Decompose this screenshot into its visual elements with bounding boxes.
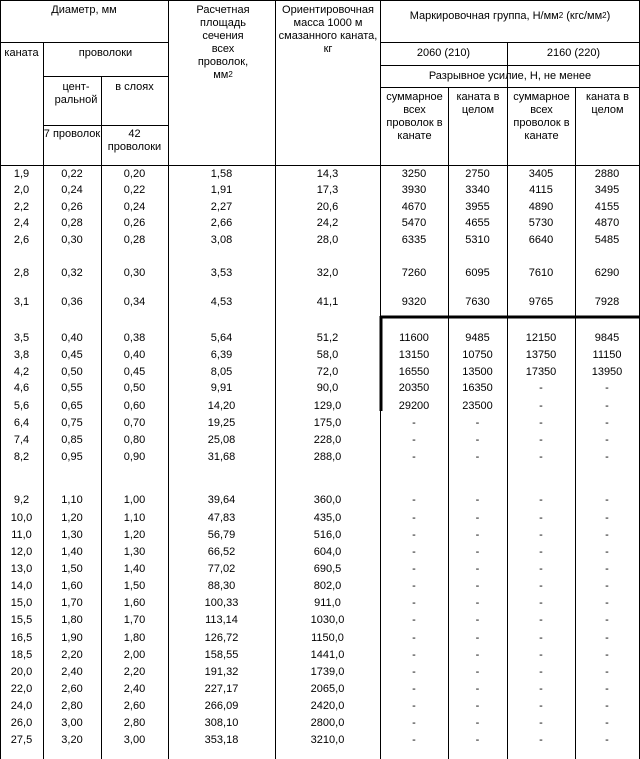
cell-mass: 17,3 [316,184,339,196]
cell-sum-2160: - [539,717,543,729]
cell-rope-2160: - [605,494,609,506]
cell-central-wire: 2,60 [61,683,83,695]
cell-sum-2160: 5730 [528,217,554,229]
cell-layer-wire: 1,60 [123,597,146,609]
cell-rope-2060: 9485 [465,332,490,344]
cell-area: 31,68 [207,451,236,463]
cell-rope-2060: 13500 [462,366,493,378]
cell-rope-2160: 6290 [594,267,620,279]
cell-layer-wire: 0,26 [123,217,146,229]
cell-mass: 435,0 [313,512,342,524]
cell-layer-wire: 0,22 [123,184,146,196]
cell-rope-diameter: 12,0 [10,546,33,558]
cell-rope-2160: - [605,382,609,394]
cell-rope-2060: - [475,580,480,592]
cell-mass: 1441,0 [310,649,345,661]
cell-layer-wire: 0,90 [123,451,146,463]
cell-layer-wire: 2,80 [123,717,146,729]
cell-layer-wire: 2,20 [123,666,146,678]
cell-rope-diameter: 11,0 [11,529,32,541]
cell-rope-2160: - [605,563,609,575]
cell-rope-diameter: 7,4 [13,434,30,446]
cell-sum-2060: - [412,632,416,644]
cell-layer-wire: 2,60 [123,700,146,712]
cell-sum-2160: 4115 [529,184,553,196]
cell-sum-2060: - [412,649,416,661]
cell-area: 8,05 [210,366,233,378]
cell-central-wire: 2,80 [61,700,83,712]
cell-rope-diameter: 3,1 [13,296,30,308]
cell-area: 66,52 [207,546,236,558]
cell-rope-diameter: 5,6 [13,400,30,412]
cell-layer-wire: 2,00 [123,649,146,661]
cell-sum-2160: - [539,494,543,506]
cell-rope-diameter: 2,6 [13,234,30,246]
cell-mass: 516,0 [313,529,342,541]
cell-rope-2160: - [605,580,609,592]
cell-mass: 2420,0 [310,700,345,712]
cell-rope-diameter: 16,5 [10,632,33,644]
cell-sum-2160: - [539,382,543,394]
cell-layer-wire: 0,28 [123,234,146,246]
cell-rope-2160: - [605,717,609,729]
cell-rope-2160: 5485 [594,234,620,246]
cell-rope-diameter: 20,0 [10,666,33,678]
cell-sum-2060: - [412,494,416,506]
header-in-layers: в слоях [115,81,154,93]
cell-area: 158,55 [204,649,239,661]
cell-area: 126,72 [204,632,239,644]
cell-central-wire: 0,24 [61,184,83,196]
cell-rope-2160: - [605,529,609,541]
cell-layer-wire: 1,40 [123,563,146,575]
cell-sum-2060: - [412,717,416,729]
cell-layer-wire: 0,50 [123,382,146,394]
cell-rope-diameter: 26,0 [10,717,33,729]
cell-rope-2060: 3340 [465,184,490,196]
cell-area: 3,53 [210,267,233,279]
cell-rope-diameter: 2,8 [13,267,30,279]
cell-rope-2160: - [605,649,609,661]
header-seven-wires: 7 проволок [43,128,101,140]
cell-mass: 175,0 [313,417,342,429]
cell-sum-2060: 16550 [398,366,430,378]
cell-mass: 2065,0 [310,683,345,695]
cell-area: 47,83 [207,512,236,524]
cell-central-wire: 1,40 [61,546,83,558]
cell-sum-2160: 9765 [528,296,554,308]
cell-sum-2060: - [412,529,416,541]
cell-central-wire: 0,50 [61,366,83,378]
cell-rope-2160: - [605,417,609,429]
cell-rope-2060: - [475,417,480,429]
header-sum-wires-1: суммарное всех проволок в канате [386,91,443,142]
cell-sum-2160: - [539,683,543,695]
cell-sum-2160: 4890 [528,201,554,213]
cell-rope-2060: - [475,700,480,712]
cell-sum-2060: - [412,546,416,558]
cell-mass: 1030,0 [310,614,345,626]
cell-rope-2060: - [475,434,480,446]
cell-mass: 90,0 [316,382,339,394]
cell-layer-wire: 2,40 [123,683,146,695]
cell-layer-wire: 1,80 [123,632,146,644]
cell-area: 4,53 [210,296,233,308]
cell-rope-2160: 11150 [592,349,622,361]
cell-rope-2060: - [475,683,480,695]
cell-sum-2160: - [539,529,543,541]
cell-sum-2160: - [539,400,543,412]
cell-mass: 129,0 [313,400,342,412]
cell-central-wire: 3,20 [61,734,83,746]
header-grade-2160: 2160 (220) [546,47,601,59]
cell-rope-2160: - [605,546,609,558]
cell-layer-wire: 1,70 [123,614,146,626]
cell-area: 77,02 [207,563,236,575]
cell-sum-2160: 3405 [528,168,554,180]
cell-rope-2060: - [475,632,480,644]
header-sum-wires-2: суммарное всех проволок в канате [513,91,570,142]
cell-rope-2060: - [475,734,480,746]
cell-layer-wire: 1,00 [123,494,146,506]
cell-rope-diameter: 22,0 [10,683,33,695]
cell-mass: 20,6 [316,201,339,213]
cell-rope-diameter: 3,8 [13,349,30,361]
cell-rope-2060: 16350 [462,382,493,394]
cell-layer-wire: 1,50 [123,580,146,592]
cell-sum-2060: 5470 [401,217,427,229]
cell-rope-2060: - [475,451,480,463]
header-rope-whole-2: каната в целом [585,91,630,116]
cell-central-wire: 3,00 [61,717,83,729]
cell-rope-diameter: 15,5 [10,614,33,626]
cell-layer-wire: 0,70 [123,417,146,429]
cell-rope-2060: 6095 [465,267,490,279]
cell-sum-2060: 29200 [398,400,430,412]
cell-central-wire: 1,30 [61,529,83,541]
cell-area: 88,30 [207,580,236,592]
cell-mass: 72,0 [316,366,339,378]
cell-rope-diameter: 3,5 [13,332,30,344]
cell-sum-2060: - [412,597,416,609]
cell-sum-2060: - [412,451,416,463]
cell-central-wire: 1,80 [61,614,83,626]
cell-mass: 802,0 [313,580,342,592]
cell-rope-diameter: 8,2 [13,451,30,463]
cell-area: 100,33 [204,597,239,609]
cell-sum-2160: - [539,563,543,575]
cell-rope-2160: - [605,734,609,746]
cell-rope-2160: 2880 [594,168,620,180]
cell-rope-diameter: 15,0 [10,597,33,609]
cell-sum-2060: - [412,563,416,575]
cell-central-wire: 0,28 [61,217,83,229]
cell-layer-wire: 0,40 [123,349,146,361]
cell-rope-2060: 2750 [465,168,490,180]
cell-rope-2060: - [475,494,480,506]
cell-sum-2060: - [412,734,416,746]
cell-mass: 28,0 [316,234,339,246]
cell-central-wire: 0,75 [61,417,83,429]
cell-rope-2060: 3955 [465,201,490,213]
cell-layer-wire: 0,38 [123,332,146,344]
cell-rope-2060: 7630 [465,296,490,308]
cell-mass: 14,3 [316,168,339,180]
cell-sum-2160: - [539,632,543,644]
cell-sum-2060: 6335 [401,234,427,246]
cell-area: 6,39 [210,349,233,361]
cell-sum-2060: - [412,417,416,429]
header-wires: проволоки [78,47,133,59]
header-grade: Маркировочная группа, $Н/мм^2$ $(кгс/мм^2)$ [409,10,611,22]
cell-area: 56,79 [207,529,236,541]
cell-mass: 1739,0 [310,666,345,678]
header-central: цент-ральной [54,81,98,106]
cell-central-wire: 0,55 [61,382,83,394]
header-mass: Ориентировочная масса 1000 м смазанного каната, кг [278,4,378,55]
cell-layer-wire: 0,45 [123,366,146,378]
cell-sum-2160: - [539,580,543,592]
cell-mass: 24,2 [316,217,339,229]
cell-rope-2060: 23500 [462,400,493,412]
cell-area: 25,08 [207,434,236,446]
cell-area: 2,66 [210,217,233,229]
cell-central-wire: 0,65 [61,400,83,412]
cell-rope-2060: 10750 [462,349,493,361]
cell-rope-2160: 4155 [594,201,620,213]
cell-central-wire: 1,90 [61,632,83,644]
cell-layer-wire: 0,20 [123,168,146,180]
cell-rope-2160: - [605,700,609,712]
cell-mass: 604,0 [313,546,342,558]
cell-layer-wire: 1,30 [123,546,146,558]
cell-rope-2160: 9845 [594,332,620,344]
cell-mass: 288,0 [313,451,342,463]
cell-layer-wire: 0,80 [123,434,146,446]
cell-mass: 360,0 [313,494,342,506]
cell-sum-2160: - [539,700,543,712]
cell-rope-diameter: 2,2 [13,201,30,213]
cell-sum-2060: - [412,580,416,592]
cell-sum-2160: - [539,417,543,429]
cell-rope-diameter: 2,0 [13,184,30,196]
cell-rope-2060: - [475,597,480,609]
cell-rope-diameter: 9,2 [13,494,30,506]
cell-sum-2160: - [539,451,543,463]
cell-central-wire: 0,40 [61,332,83,344]
cell-area: 308,10 [204,717,239,729]
cell-area: 113,14 [205,614,238,626]
cell-rope-2060: - [475,614,480,626]
cell-rope-diameter: 24,0 [10,700,33,712]
cell-rope-diameter: 14,0 [10,580,33,592]
cell-central-wire: 0,36 [61,296,83,308]
cell-sum-2060: 9320 [401,296,427,308]
cell-rope-2060: 4655 [465,217,490,229]
cell-sum-2060: - [412,683,416,695]
cell-sum-2160: 7610 [528,267,554,279]
cell-layer-wire: 1,10 [123,512,146,524]
cell-sum-2160: - [539,434,543,446]
cell-sum-2160: 6640 [528,234,554,246]
cell-mass: 32,0 [316,267,339,279]
cell-area: 2,27 [210,201,233,213]
cell-rope-2060: 5310 [465,234,490,246]
cell-rope-diameter: 4,6 [13,382,30,394]
cell-sum-2060: - [412,434,416,446]
cell-rope-2160: - [605,434,609,446]
cell-area: 39,64 [207,494,236,506]
cell-rope-2060: - [475,717,480,729]
cell-area: 9,91 [210,382,233,394]
cell-area: 266,09 [204,700,239,712]
cell-area: 1,58 [210,168,233,180]
cell-central-wire: 0,85 [61,434,83,446]
cell-central-wire: 0,22 [61,168,83,180]
cell-layer-wire: 0,60 [123,400,146,412]
cell-rope-diameter: 18,5 [10,649,33,661]
cell-sum-2160: - [539,597,543,609]
cell-mass: 2800,0 [310,717,345,729]
cell-sum-2060: 4670 [401,201,427,213]
cell-sum-2060: 13150 [398,349,430,361]
cell-rope-diameter: 13,0 [10,563,33,575]
cell-rope-2060: - [475,546,480,558]
cell-layer-wire: 0,24 [123,201,146,213]
cell-central-wire: 1,50 [61,563,83,575]
cell-mass: 41,1 [316,296,339,308]
cell-central-wire: 0,95 [61,451,83,463]
cell-sum-2160: - [539,614,543,626]
cell-sum-2160: - [539,546,543,558]
cell-rope-2160: 4870 [594,217,620,229]
cell-rope-diameter: 2,4 [13,217,30,229]
cell-central-wire: 1,10 [61,494,83,506]
cell-rope-2160: - [605,400,609,412]
cell-rope-2160: - [605,666,609,678]
cell-sum-2060: 3250 [401,168,427,180]
cell-sum-2060: - [412,512,416,524]
cell-sum-2060: - [412,700,416,712]
cell-rope-2160: - [605,632,609,644]
cell-mass: 1150,0 [311,632,344,644]
cell-sum-2060: - [412,614,416,626]
header-grade-2060: 2060 (210) [416,47,471,59]
cell-central-wire: 0,26 [61,201,83,213]
cell-layer-wire: 3,00 [123,734,146,746]
cell-area: 5,64 [210,332,233,344]
cell-rope-2060: - [475,649,480,661]
cell-mass: 228,0 [313,434,342,446]
cell-rope-2060: - [475,512,480,524]
cell-sum-2160: - [539,666,543,678]
cell-layer-wire: 0,34 [123,296,146,308]
cell-rope-2160: - [605,597,609,609]
cell-sum-2060: 11600 [399,332,429,344]
cell-central-wire: 2,20 [61,649,83,661]
cell-sum-2160: 17350 [525,366,557,378]
header-rope: каната [4,47,39,59]
cell-rope-diameter: 27,5 [10,734,33,746]
cell-rope-2160: 13950 [591,366,623,378]
cell-sum-2160: 12150 [525,332,557,344]
cell-area: 191,32 [204,666,239,678]
cell-rope-2160: 7928 [594,296,620,308]
cell-mass: 690,5 [313,563,342,575]
cell-central-wire: 1,20 [61,512,83,524]
cell-central-wire: 0,30 [61,234,83,246]
cell-area: 227,17 [204,683,239,695]
cell-central-wire: 1,60 [61,580,83,592]
header-breaking-force: Разрывное усилие, Н, не менее [428,70,592,82]
header-diameter-title: Диаметр, мм [51,4,117,16]
cell-sum-2060: 3930 [401,184,427,196]
cell-rope-diameter: 1,9 [13,168,30,180]
cell-mass: 58,0 [316,349,339,361]
cell-sum-2160: 13750 [525,349,557,361]
cell-rope-diameter: 6,4 [13,417,30,429]
cell-sum-2160: - [539,649,543,661]
cell-area: 19,25 [207,417,236,429]
cell-mass: 3210,0 [310,734,345,746]
cell-sum-2060: 7260 [401,267,427,279]
cell-area: 14,20 [207,400,236,412]
cell-area: 353,18 [204,734,239,746]
cell-rope-2160: - [605,451,609,463]
cell-rope-diameter: 4,2 [13,366,30,378]
cell-area: 1,91 [210,184,233,196]
cell-sum-2160: - [539,512,543,524]
cell-rope-2160: - [605,512,609,524]
header-rope-whole-1: каната в целом [456,91,500,116]
cell-layer-wire: 1,20 [123,529,146,541]
cell-layer-wire: 0,30 [123,267,146,279]
cell-central-wire: 1,70 [61,597,83,609]
header-area: Расчетная площадь сечения всех проволок, $мм^2$ [196,4,250,81]
header-fortytwo-wires: 42 проволоки [107,128,162,153]
cell-sum-2160: - [539,734,543,746]
cell-central-wire: 2,40 [61,666,83,678]
cell-central-wire: 0,45 [61,349,83,361]
cell-rope-2160: 3495 [594,184,620,196]
cell-central-wire: 0,32 [61,267,83,279]
cell-sum-2060: - [412,666,416,678]
cell-rope-2160: - [605,614,609,626]
cell-sum-2060: 20350 [398,382,430,394]
cell-mass: 51,2 [316,332,339,344]
cell-rope-2160: - [605,683,609,695]
cell-rope-diameter: 10,0 [10,512,33,524]
cell-mass: 911,0 [314,597,341,609]
cell-rope-2060: - [475,666,480,678]
cell-area: 3,08 [210,234,233,246]
cell-rope-2060: - [475,529,480,541]
cell-rope-2060: - [475,563,480,575]
